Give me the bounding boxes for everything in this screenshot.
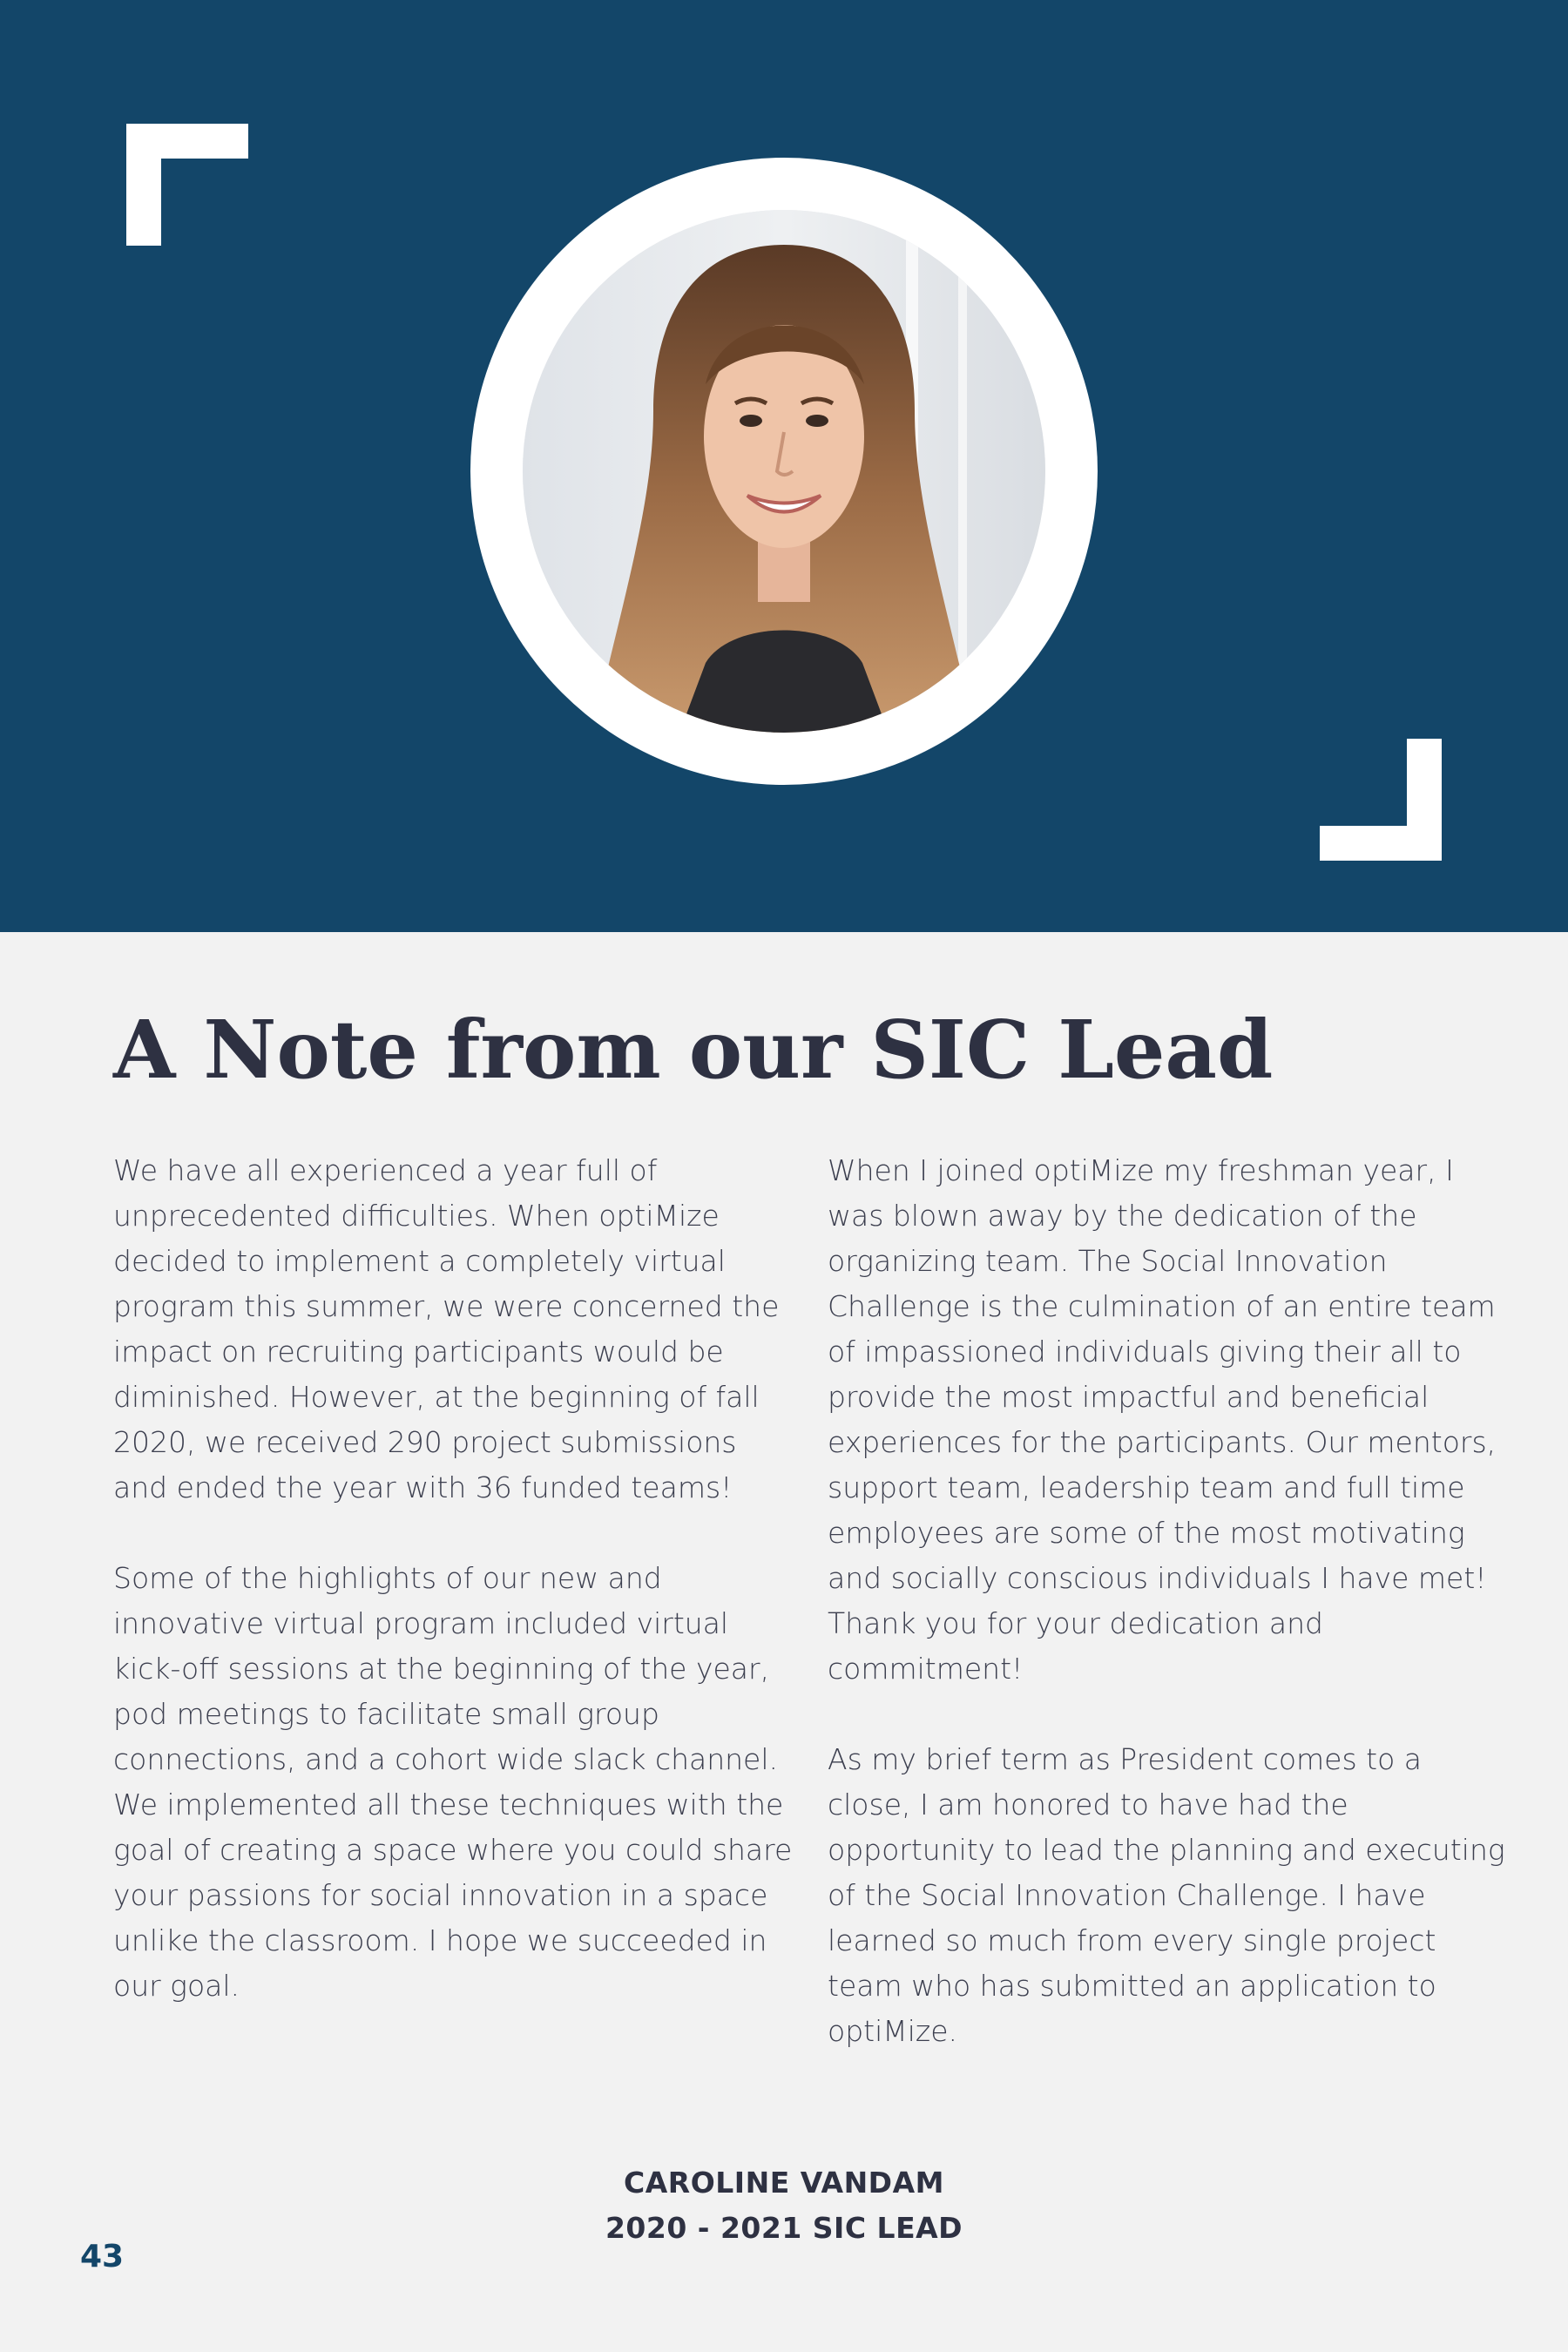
signature-name: CAROLINE VANDAM: [624, 2166, 944, 2200]
paragraph: When I joined optiMize my freshman year, I was blown away by the dedication of the organizing team. The Social Innovation Challenge is the culmination of an entire team of impassioned individuals giving their all to provide the most impactful and beneficial experiences for the participants. Our mentors, support team, leadership team and full time employees are some of the most motivating and socially conscious individuals I have met! Thank you for your dedication and commitment!: [828, 1153, 1497, 1686]
corner-bracket-top-left-icon: [126, 124, 248, 246]
paragraph: We have all experienced a year full of unprecedented difficulties. When optiMize decided to implement a completely virtual program this summer, we were concerned the impact on recruiting participants would be diminished. However, at the beginning of fall 2020, we received 290 project submissions and ended the year with 36 funded teams!: [113, 1153, 780, 1504]
signature-role: 2020 - 2021 SIC LEAD: [605, 2211, 963, 2245]
page-number: 43: [80, 2239, 125, 2274]
hero-banner: [0, 0, 1568, 932]
page-title: A Note from our SIC Lead: [113, 1003, 1274, 1097]
paragraph: As my brief term as President comes to a close, I am honored to have had the opportunity to lead the planning and executing of the Social Innovation Challenge. I have learned so much from every single project team who has submitted an application to optiMize.: [828, 1742, 1505, 2048]
body-column-right: [828, 1148, 1507, 2099]
portrait-photo: [523, 210, 1045, 733]
portrait-illustration: [523, 210, 1045, 733]
paragraph: Some of the highlights of our new and innovative virtual program included virtual kick-off sessions at the beginning of the year, pod meetings to facilitate small group connections, and a cohort wide slack channel. We implemented all these techniques with the goal of creating a space where you could share your passions for social innovation in a space unlike the classroom. I hope we succeeded in our goal.: [113, 1561, 793, 2003]
corner-bracket-bottom-right-icon: [1320, 739, 1442, 861]
body-column-left: [113, 1148, 793, 2054]
signature-block: [0, 2160, 1568, 2251]
